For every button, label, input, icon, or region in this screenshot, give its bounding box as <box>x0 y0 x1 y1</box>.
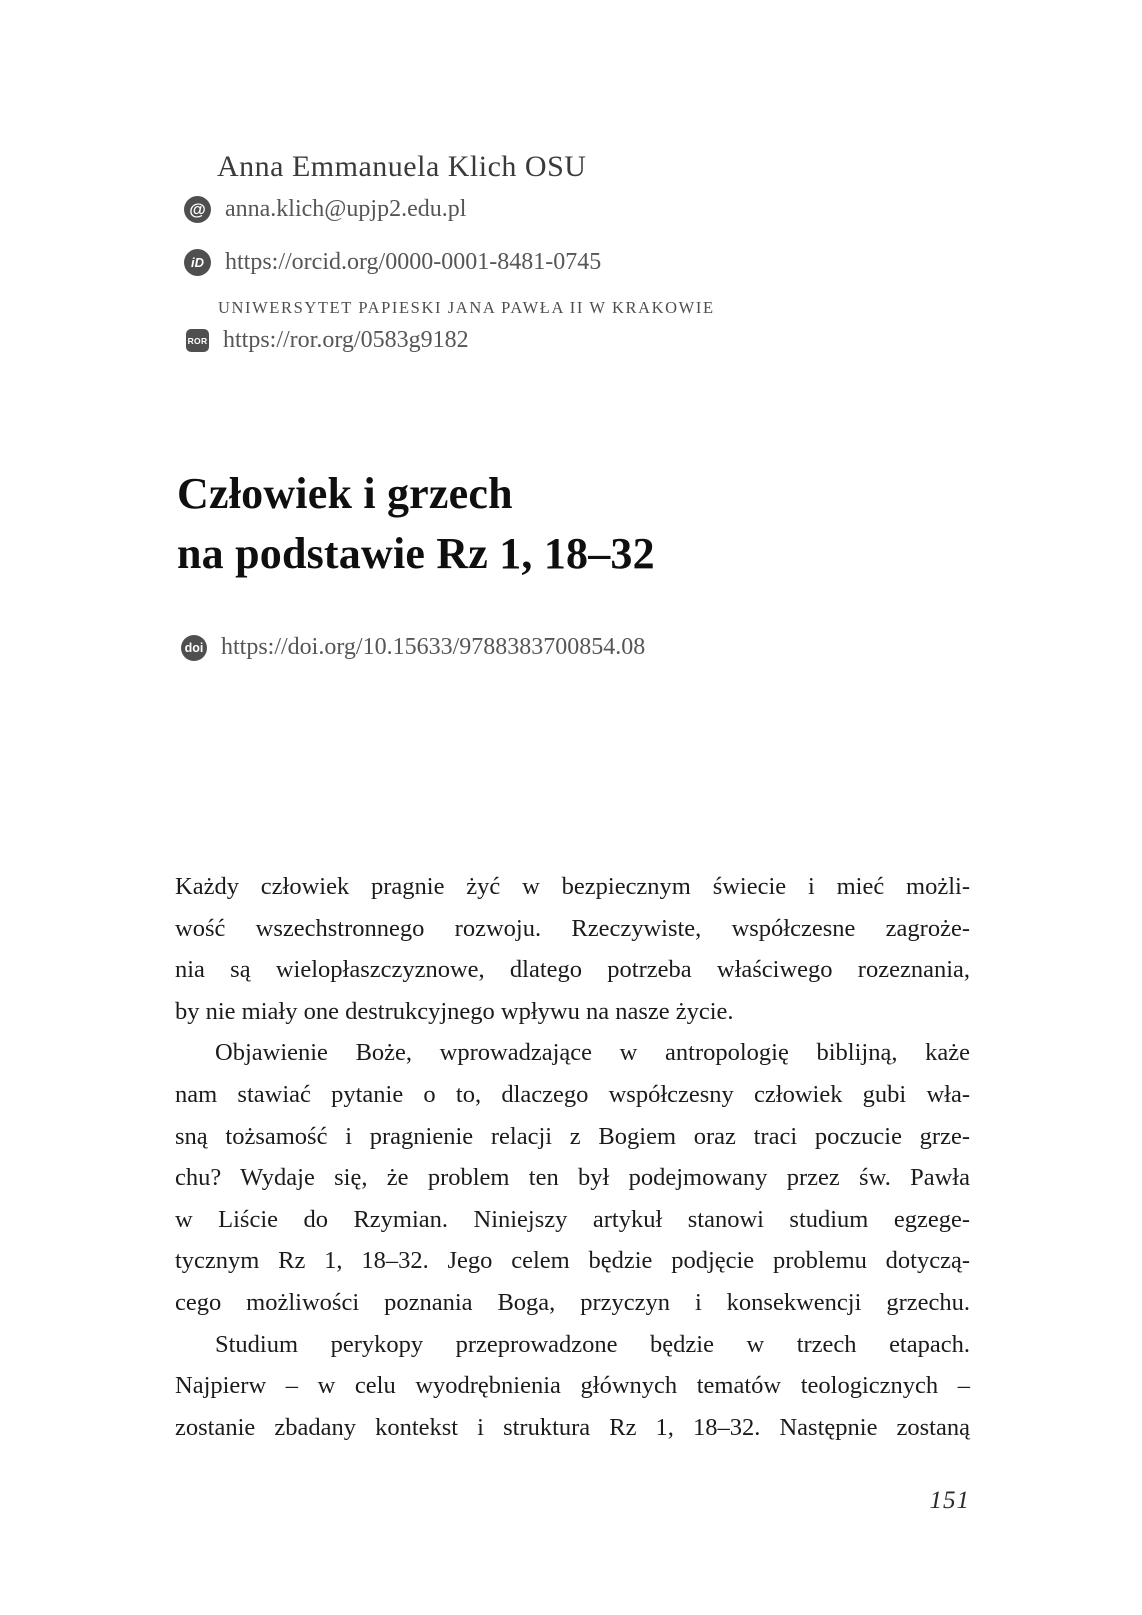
ror-row <box>186 327 469 354</box>
body-line: nia są wielopłaszczyznowe, dlatego potrzeba właściwego rozeznania, <box>175 956 970 984</box>
doi-row <box>181 634 645 661</box>
author-email-link[interactable]: anna.klich@upjp2.edu.pl <box>225 196 467 222</box>
article-title <box>177 464 655 584</box>
orcid-row <box>184 249 601 276</box>
email-at-icon: @ <box>184 196 211 223</box>
doi-link[interactable]: https://doi.org/10.15633/9788383700854.08 <box>221 634 646 660</box>
ror-link[interactable]: https://ror.org/0583g9182 <box>223 327 469 353</box>
orcid-icon: iD <box>184 249 211 276</box>
body-text <box>175 866 970 1448</box>
article-title-line2: na podstawie Rz 1, 18–32 <box>177 529 655 578</box>
body-line: cego możliwości poznania Boga, przyczyn i konsekwencji grzechu. <box>175 1288 970 1316</box>
doi-icon: doi <box>181 635 207 661</box>
body-line: w Liście do Rzymian. Niniejszy artykuł stanowi studium egzege- <box>175 1205 970 1233</box>
article-title-line1: Człowiek i grzech <box>177 469 513 518</box>
paragraph <box>175 1032 970 1323</box>
body-line: sną tożsamość i pragnienie relacji z Bogiem oraz traci poczucie grze- <box>175 1122 970 1150</box>
author-name: Anna Emmanuela Klich OSU <box>217 150 587 183</box>
body-line: chu? Wydaje się, że problem ten był podejmowany przez św. Pawła <box>175 1164 970 1192</box>
body-line: Studium perykopy przeprowadzone będzie w trzech etapach. <box>215 1330 970 1358</box>
body-line: Objawienie Boże, wprowadzające w antropologię biblijną, każe <box>215 1039 970 1067</box>
orcid-link[interactable]: https://orcid.org/0000-0001-8481-0745 <box>225 249 602 275</box>
body-line: nam stawiać pytanie o to, dlaczego współczesny człowiek gubi wła- <box>175 1080 970 1108</box>
email-row <box>184 196 466 223</box>
body-line: by nie miały one destrukcyjnego wpływu na nasze życie. <box>175 997 734 1025</box>
paragraph <box>175 866 970 1032</box>
body-line: wość wszechstronnego rozwoju. Rzeczywiste, współczesne zagroże- <box>175 914 970 942</box>
body-line: Najpierw – w celu wyodrębnienia głównych tematów teologicznych – <box>175 1372 970 1400</box>
author-affiliation: UNIWERSYTET PAPIESKI JANA PAWŁA II W KRAKOWIE <box>218 298 715 317</box>
body-line: Każdy człowiek pragnie żyć w bezpiecznym świecie i mieć możli- <box>175 873 970 900</box>
ror-icon: ROR <box>186 329 209 352</box>
paragraph <box>175 1324 970 1449</box>
page-number: 151 <box>929 1487 970 1514</box>
body-line: zostanie zbadany kontekst i struktura Rz 1, 18–32. Następnie zostaną <box>175 1413 970 1441</box>
body-line: tycznym Rz 1, 18–32. Jego celem będzie podjęcie problemu dotyczą- <box>175 1247 970 1275</box>
